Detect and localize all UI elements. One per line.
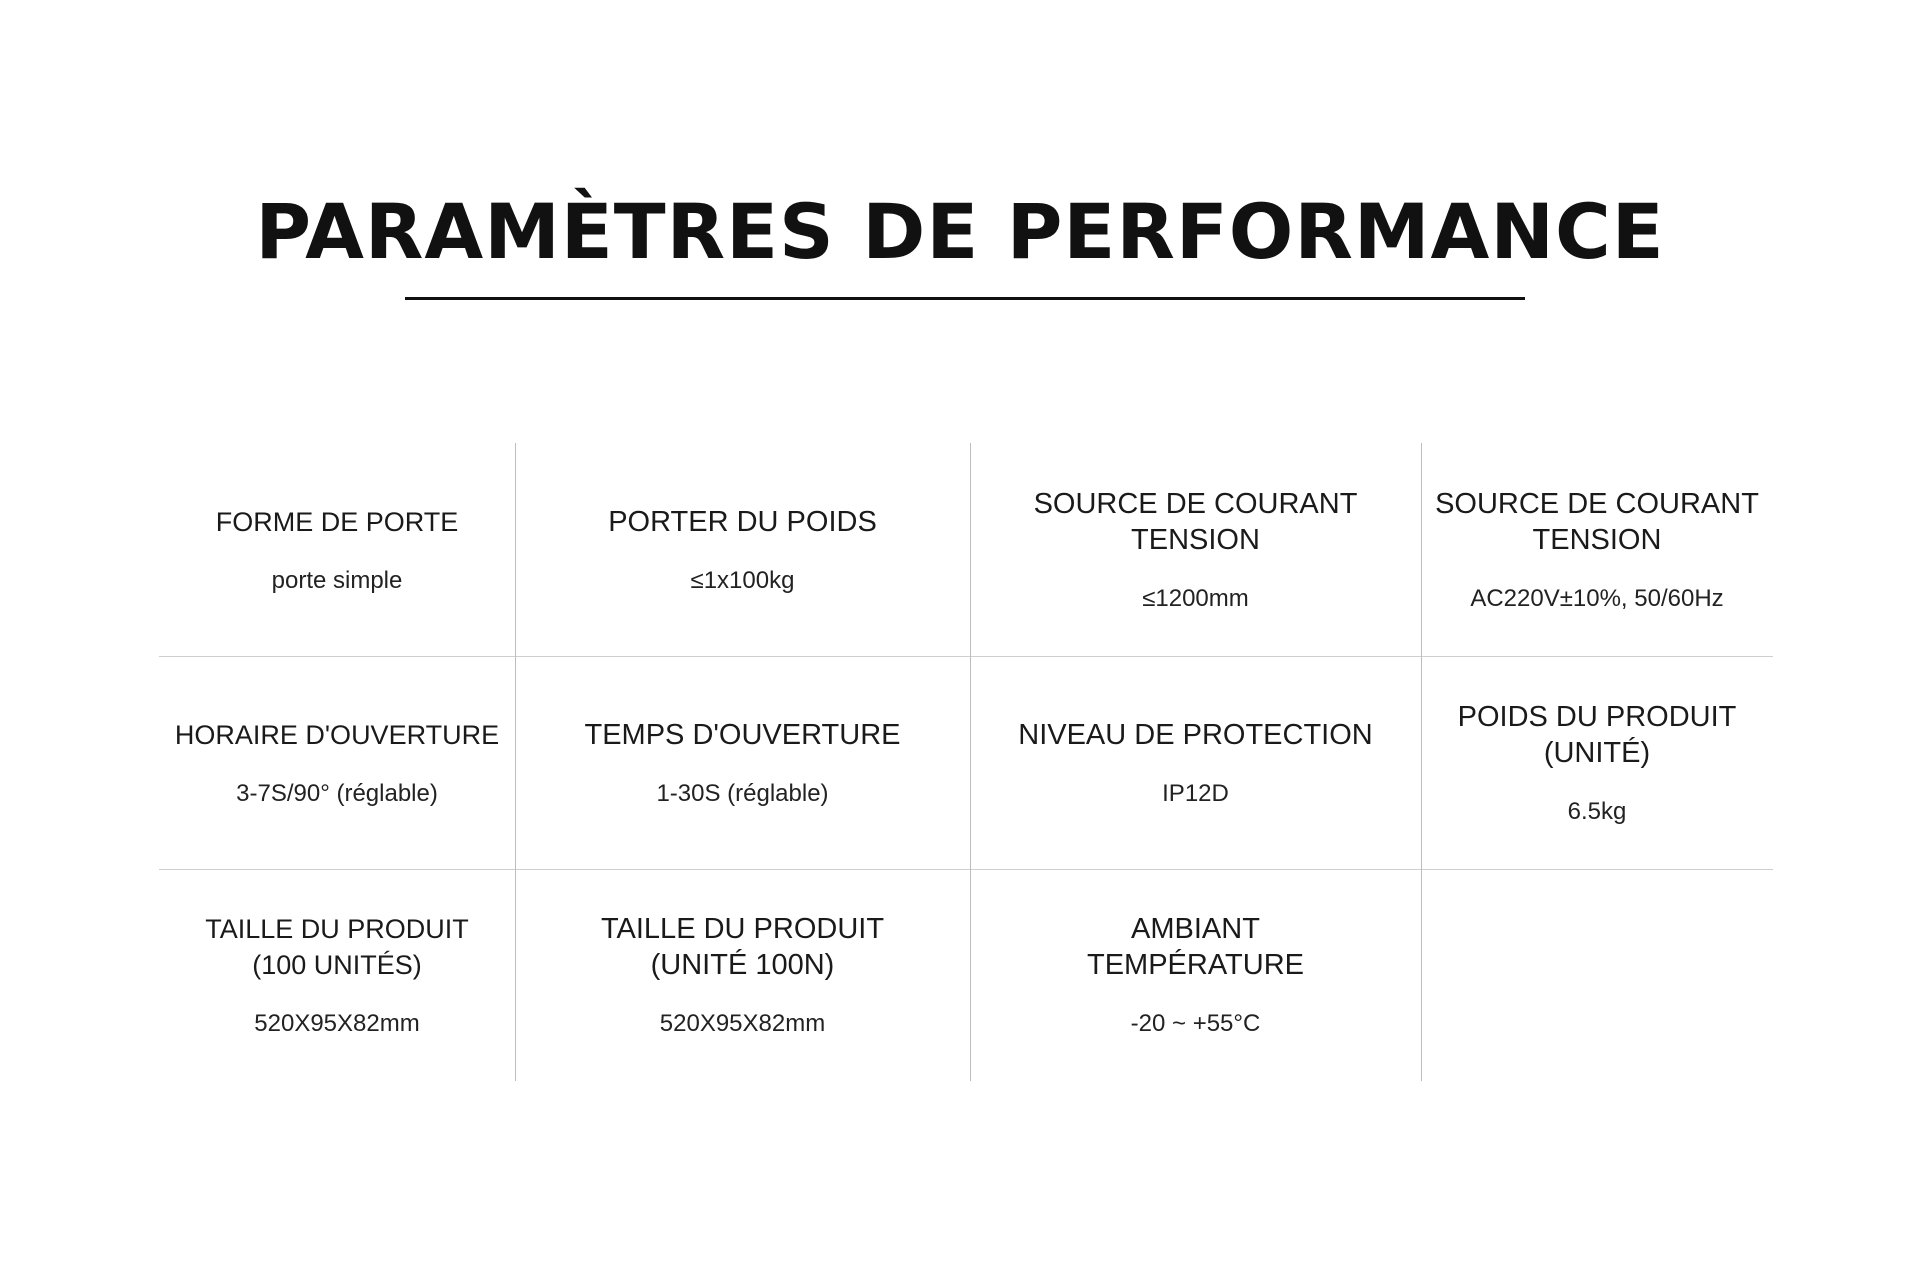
spec-value: 6.5kg [1567,797,1627,825]
spec-label: TAILLE DU PRODUIT (100 UNITÉS) [205,914,469,980]
spec-cell-product-size-100 [159,869,515,1081]
spec-value: 1-30S (réglable) [656,779,829,807]
spec-value: IP12D [1162,779,1229,807]
spec-value: 3-7S/90° (réglable) [236,779,438,807]
spec-cell-opening-time [515,656,970,869]
spec-label: FORME DE PORTE [215,506,459,537]
spec-label: TEMPS D'OUVERTURE [584,718,901,751]
spec-value: -20 ~ +55°C [1130,1010,1261,1037]
spec-cell-load-capacity [515,443,970,656]
spec-label: POIDS DU PRODUIT (UNITÉ) [1457,700,1737,769]
spec-label: NIVEAU DE PROTECTION [1018,718,1373,751]
title-underline [405,297,1525,300]
spec-value: ≤1x100kg [690,566,795,594]
spec-table [159,443,1773,1081]
spec-value: porte simple [271,566,403,594]
spec-label: TAILLE DU PRODUIT (UNITÉ 100N) [600,913,885,981]
spec-cell-voltage [1421,443,1773,656]
spec-value: 520X95X82mm [659,1010,826,1037]
spec-value: AC220V±10%, 50/60Hz [1470,584,1724,612]
spec-cell-empty [1421,869,1773,1081]
spec-cell-door-form [159,443,515,656]
spec-cell-power-source [970,443,1421,656]
spec-label: HORAIRE D'OUVERTURE [174,719,500,750]
spec-cell-opening-schedule [159,656,515,869]
spec-label: SOURCE DE COURANT TENSION [1033,487,1358,556]
spec-cell-protection-level [970,656,1421,869]
spec-cell-ambient-temperature [970,869,1421,1081]
spec-value: 520X95X82mm [254,1010,420,1037]
spec-value: ≤1200mm [1142,584,1249,612]
spec-label: SOURCE DE COURANT TENSION [1435,487,1759,556]
spec-cell-product-weight [1421,656,1773,869]
page-title: PARAMÈTRES DE PERFORMANCE [255,187,1665,276]
spec-cell-product-size-100n [515,869,970,1081]
spec-label: AMBIANT TEMPÉRATURE [1087,913,1304,981]
spec-label: PORTER DU POIDS [608,505,877,538]
